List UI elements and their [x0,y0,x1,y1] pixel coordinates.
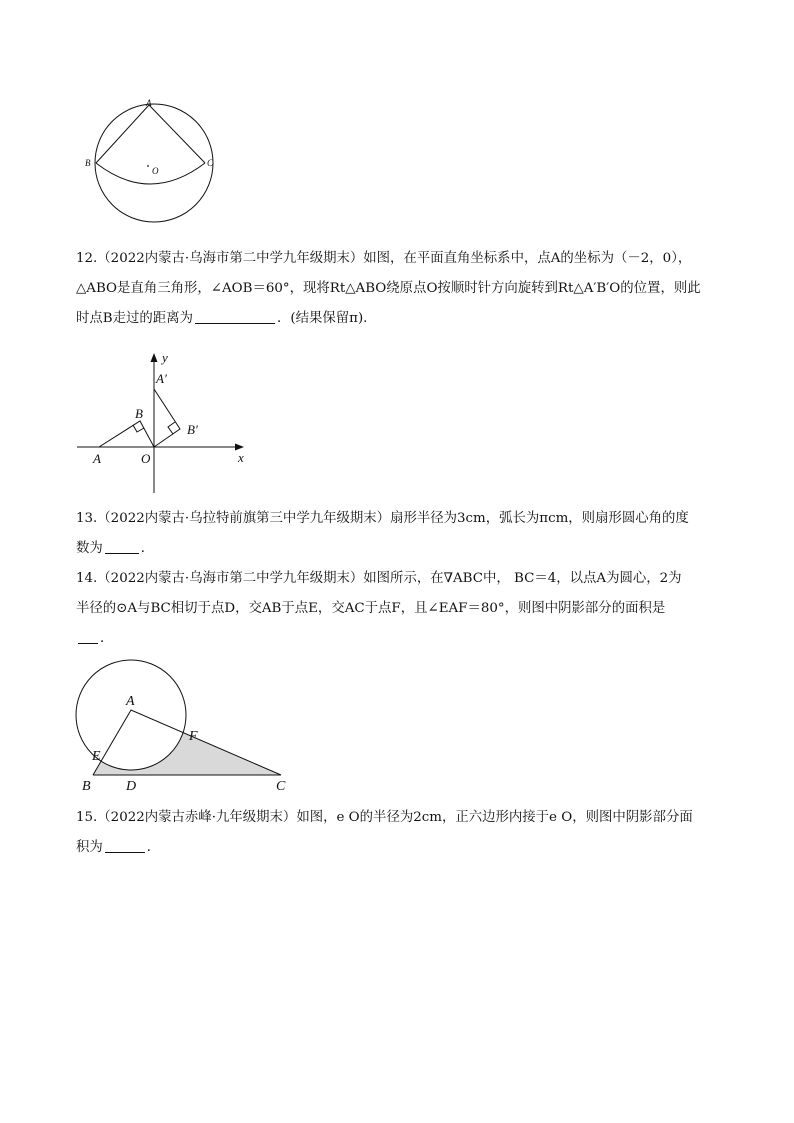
problem-14-line-1: 14.（2022内蒙古·乌海市第二中学九年级期末）如图所示，在∇ABC中， BC＝4，以点A为圆心，2为 [76,571,682,586]
coordinate-figure [75,350,255,495]
triangle-abo [99,421,154,447]
label-b-prime: B′ [187,422,198,437]
chord-ac [149,105,205,163]
problem-13 [76,504,726,564]
label-o: O [152,166,159,176]
label-b: B [135,406,143,421]
y-axis-arrow [151,353,158,362]
label-f: F [189,729,198,744]
center-dot [147,165,149,167]
problem-14-line-3: ． [76,624,726,654]
shaded-region [93,710,281,775]
problem-12-line-3: 时点B走过的距离为 ．(结果保留π). [76,311,368,326]
label-d: D [126,779,137,794]
label-y: y [162,350,168,365]
triangle-a-prime-b-prime-o [154,389,180,447]
label-c: C [207,158,214,168]
problem-15-line-2: 积为 ． [76,840,161,855]
label-a: A [126,694,135,709]
problem-15 [76,803,726,863]
label-a: A [93,451,101,466]
top-circle-figure [80,95,230,225]
problem-12 [76,244,726,334]
problem-14 [76,564,726,654]
label-a-prime: A′ [156,371,167,386]
circle-o [95,104,213,222]
tangent-circle-figure [76,660,296,800]
label-x: x [238,450,244,465]
problem-15-line-1: 15.（2022内蒙古赤峰·九年级期末）如图，e O的半径为2cm，正六边形内接于e O，则图中阴影部分面 [76,810,693,825]
answer-blank [105,838,145,853]
problem-12-line-2: △ABO是直角三角形，∠AOB＝60°，现将Rt△ABO绕原点O按顺时针方向旋转到Rt△A′B′O的位置，则此 [76,281,701,296]
label-b: B [85,158,91,168]
label-b: B [82,779,91,794]
problem-14-line-2: 半径的⊙A与BC相切于点D，交AB于点E，交AC于点F，且∠EAF＝80°，则图中阴影部分的面积是 [76,601,666,616]
problem-12-line-1: 12.（2022内蒙古·乌海市第二中学九年级期末）如图，在平面直角坐标系中，点A的坐标为（－2，0）， [76,251,692,266]
problem-13-line-2: 数为 ． [76,541,155,556]
label-e: E [92,749,101,764]
label-o: O [141,451,151,466]
problem-13-line-1: 13.（2022内蒙古·乌拉特前旗第三中学九年级期末）扇形半径为3cm，弧长为πcm，则扇形圆心角的度 [76,511,689,526]
label-a: A [146,98,152,108]
answer-blank [78,629,98,644]
label-c: C [276,779,286,794]
answer-blank [105,539,139,554]
answer-blank [195,309,275,324]
right-angle-b-prime [168,422,175,434]
arc-bc [96,163,205,184]
